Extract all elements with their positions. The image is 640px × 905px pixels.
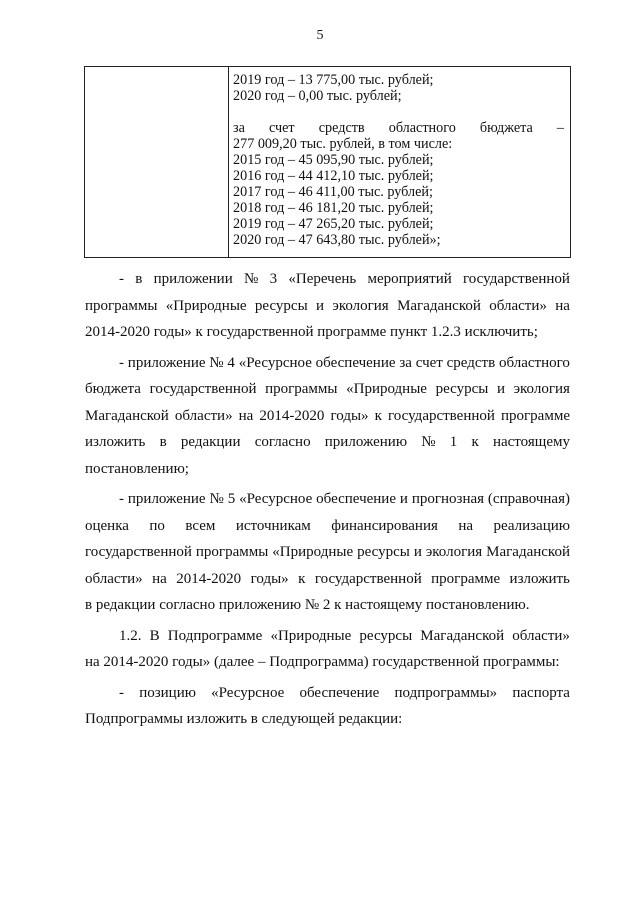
word: №: [421, 434, 436, 450]
paragraph-line: [85, 403, 570, 430]
word: за: [233, 120, 245, 136]
word: годы»: [330, 407, 369, 424]
word: 2014-2020: [259, 407, 325, 424]
paragraph-last-line: постановлению;: [85, 460, 189, 477]
word: -: [119, 354, 124, 371]
word: обеспечение: [316, 491, 396, 507]
word: на: [152, 570, 167, 587]
word: «Природные: [165, 297, 247, 314]
word: государственной: [314, 570, 422, 587]
paragraph-last-line: на 2014-2020 годы» (далее – Подпрограмма) государственной программы:: [85, 654, 560, 670]
word: областного: [388, 120, 456, 136]
table-left-cell: [85, 67, 229, 257]
word: средств: [446, 354, 496, 371]
word: 5: [227, 491, 236, 507]
word: «Ресурсное: [239, 491, 313, 507]
word: области»: [174, 407, 233, 424]
word: изложить: [85, 434, 146, 450]
word: всем: [185, 517, 216, 534]
paragraph: [85, 680, 570, 733]
table-right-cell: [229, 67, 570, 257]
word: ресурсы: [359, 627, 413, 644]
word: 1: [449, 434, 458, 450]
word: -: [119, 271, 124, 287]
word: -: [119, 684, 124, 701]
budget-table: [84, 66, 571, 258]
word: и: [496, 381, 505, 397]
word: 1.2.: [119, 627, 142, 644]
word: изложить: [509, 570, 570, 587]
word: настоящему: [492, 434, 570, 450]
word: государственной: [149, 381, 257, 397]
word: программы: [195, 544, 269, 560]
table-line: 2015 год – 45 095,90 тыс. рублей;: [233, 152, 434, 168]
word: источникам: [235, 517, 311, 534]
word: паспорта: [512, 684, 570, 701]
word: №: [209, 491, 224, 507]
paragraph-line: [85, 566, 570, 593]
word: ресурсы: [357, 544, 410, 560]
word: на: [458, 517, 474, 534]
paragraph-line: [85, 539, 570, 566]
word: приложении: [153, 271, 233, 287]
word: согласно: [254, 434, 311, 450]
word: обеспечение: [299, 684, 380, 701]
word: -: [119, 491, 124, 507]
paragraph-line: [85, 376, 570, 403]
word: к: [374, 407, 382, 424]
word: позицию: [139, 684, 196, 701]
word: в: [135, 271, 143, 287]
word: экология: [332, 297, 389, 314]
word: средств: [318, 120, 365, 136]
word: реализацию: [493, 517, 570, 534]
word: Подпрограмме: [167, 627, 263, 644]
paragraph-last-line: Подпрограммы изложить в следующей редакции:: [85, 711, 403, 727]
word: приложению: [324, 434, 408, 450]
table-line: 2019 год – 13 775,00 тыс. рублей;: [233, 72, 434, 88]
paragraph-last-line: 2014-2020 годы» к государственной программе пункт 1.2.3 исключить;: [85, 324, 538, 340]
page-number: 5: [316, 28, 324, 43]
word: и: [399, 491, 408, 507]
word: подпрограммы»: [394, 684, 498, 701]
word: мероприятий: [367, 271, 452, 287]
word: программе: [431, 570, 501, 587]
word: (справочная): [487, 491, 570, 507]
word: редакции: [180, 434, 241, 450]
word: годы»: [250, 570, 289, 587]
table-line: 2019 год – 47 265,20 тыс. рублей;: [233, 216, 434, 232]
word: «Ресурсное: [238, 354, 312, 371]
word: оценка: [85, 517, 129, 534]
word: области»: [512, 627, 570, 644]
regional-budget-line: [233, 120, 564, 136]
table-line: 2016 год – 44 412,10 тыс. рублей;: [233, 168, 434, 184]
word: Магаданской: [420, 627, 505, 644]
word: 3: [269, 271, 278, 287]
paragraph-line: [85, 293, 570, 320]
word: программе: [501, 407, 570, 424]
word: к: [471, 434, 479, 450]
paragraph-line: [85, 513, 570, 540]
word: 4: [227, 354, 235, 371]
word: «Перечень: [288, 271, 357, 287]
word: счет: [268, 120, 295, 136]
paragraph: [85, 266, 570, 346]
word: финансирования: [331, 517, 438, 534]
word: Магаданской: [397, 297, 481, 314]
word: государственной: [85, 544, 192, 560]
word: программы: [265, 381, 338, 397]
paragraph-line: [85, 623, 570, 650]
word: государственной: [463, 271, 570, 287]
word: на: [555, 297, 570, 314]
word: Магаданской: [85, 407, 169, 424]
word: приложение: [127, 491, 206, 507]
table-line: 277 009,20 тыс. рублей, в том числе:: [233, 136, 453, 152]
body-text: [85, 266, 570, 737]
word: 2014-2020: [176, 570, 242, 587]
word: №: [209, 354, 224, 371]
word: государственной: [388, 407, 495, 424]
word: по: [149, 517, 165, 534]
word: к: [298, 570, 306, 587]
word: программы: [85, 297, 158, 314]
word: обеспечение: [315, 354, 396, 371]
word: прогнозная: [411, 491, 485, 507]
word: «Природные: [272, 544, 354, 560]
word: областного: [498, 354, 570, 371]
word: счет: [415, 354, 443, 371]
word: области»: [489, 297, 547, 314]
word: и: [413, 544, 422, 560]
word: ресурсы: [254, 297, 308, 314]
paragraph: [85, 350, 570, 483]
word: области»: [85, 570, 143, 587]
paragraph: [85, 486, 570, 619]
word: в: [159, 434, 167, 450]
paragraph-line: [85, 680, 570, 707]
table-line: 2017 год – 46 411,00 тыс. рублей;: [233, 184, 433, 200]
word: приложение: [127, 354, 206, 371]
word: за: [399, 354, 412, 371]
word: «Природные: [346, 381, 427, 397]
table-line: 2018 год – 46 181,20 тыс. рублей;: [233, 200, 434, 216]
table-line: 2020 год – 0,00 тыс. рублей;: [233, 88, 402, 104]
word: на: [238, 407, 254, 424]
word: бюджета: [479, 120, 533, 136]
paragraph-last-line: в редакции согласно приложению № 2 к настоящему постановлению.: [85, 597, 530, 613]
word: и: [316, 297, 325, 314]
word: Магаданской: [486, 544, 570, 560]
word: «Ресурсное: [211, 684, 285, 701]
paragraph-line: [85, 350, 570, 377]
paragraph-line: [85, 266, 570, 293]
paragraph: [85, 623, 570, 676]
word: экология: [425, 544, 483, 560]
paragraph-line: [85, 486, 570, 513]
word: ресурсы: [435, 381, 489, 397]
table-line: 2020 год – 47 643,80 тыс. рублей»;: [233, 232, 441, 248]
word: №: [244, 271, 259, 287]
word: экология: [513, 381, 570, 397]
paragraph-line: [85, 429, 570, 456]
word: В: [149, 627, 160, 644]
word: –: [556, 120, 564, 136]
word: бюджета: [85, 381, 141, 397]
word: «Природные: [270, 627, 352, 644]
